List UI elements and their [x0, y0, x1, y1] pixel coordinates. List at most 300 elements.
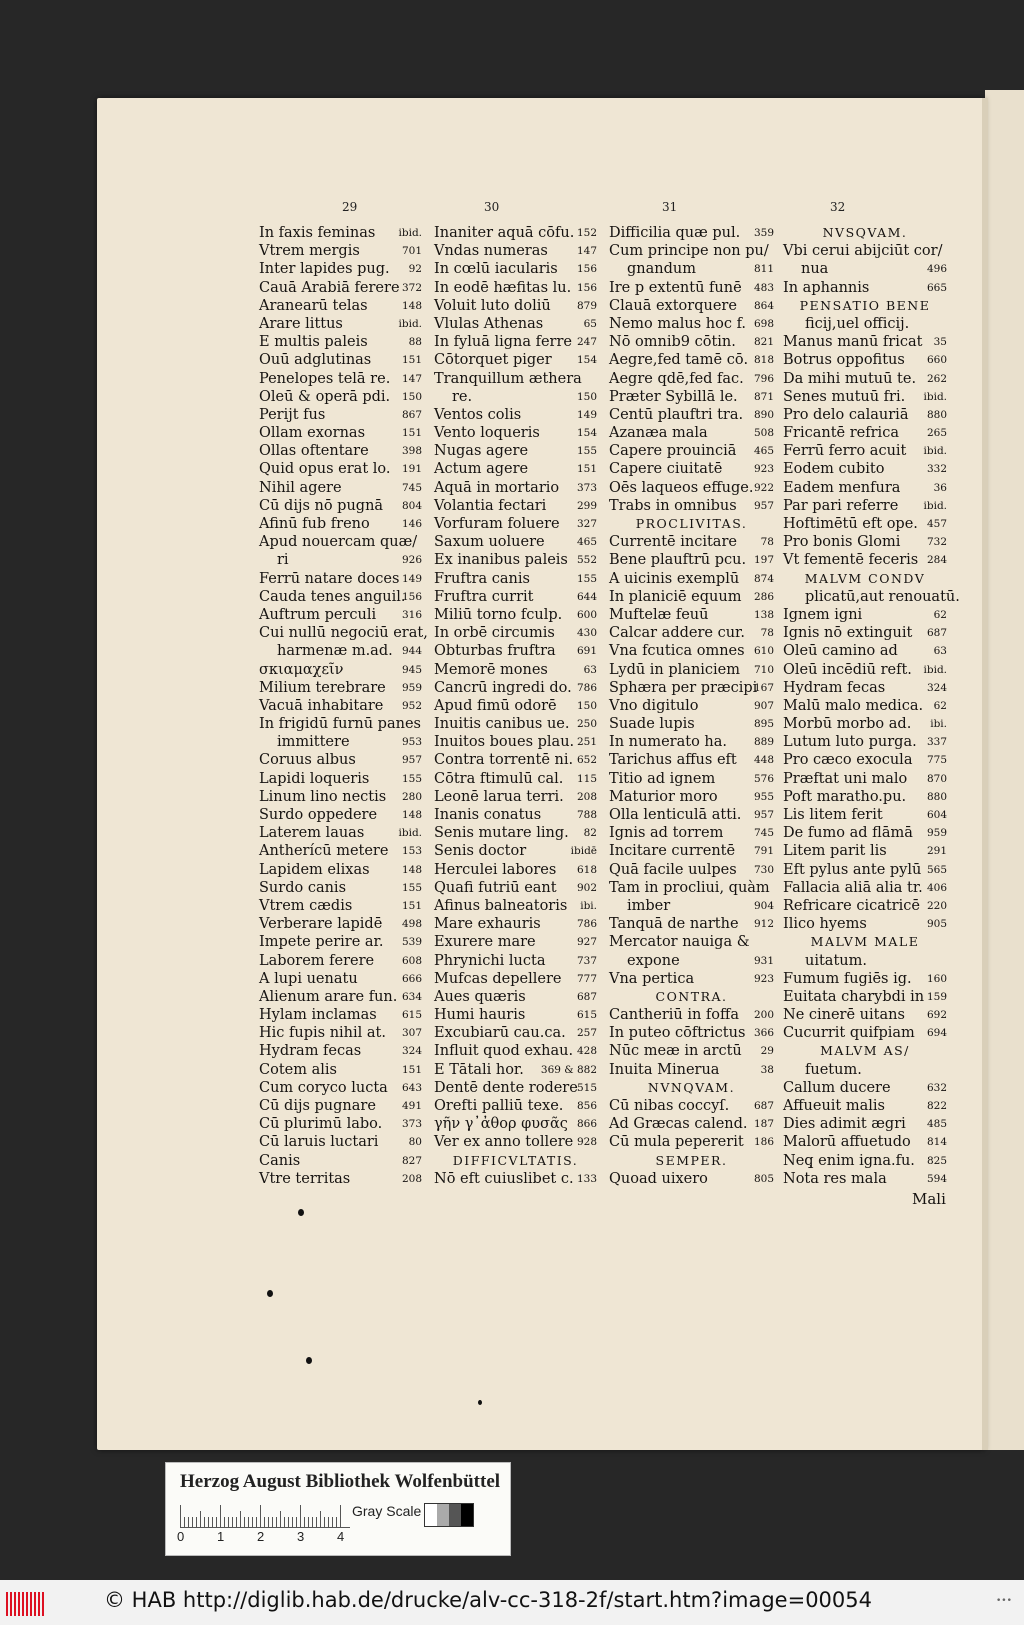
entry-page-ref: 692 [926, 1009, 947, 1022]
entry-text: Lapidem elixas [259, 861, 370, 878]
library-name: Herzog August Bibliothek Wolfenbüttel [180, 1471, 501, 1492]
entry-page-ref: 515 [576, 1081, 597, 1094]
index-entry [783, 751, 947, 769]
entry-page-ref: 634 [401, 990, 422, 1003]
entry-text: Nō eft cuiuslibet c. [434, 1170, 574, 1187]
entry-page-ref: 737 [576, 954, 597, 967]
index-entry [783, 1133, 947, 1151]
entry-text: Surdo oppedere [259, 807, 378, 823]
entry-text: Linum lino nectis [259, 788, 387, 805]
entry-page-ref: 694 [926, 1027, 947, 1040]
index-entry [783, 260, 947, 278]
index-entry [434, 1006, 597, 1024]
index-entry [259, 624, 428, 642]
index-entry [259, 515, 422, 533]
ruler-tick [240, 1511, 241, 1527]
index-entry [434, 933, 597, 951]
entry-page-ref: 155 [401, 881, 422, 894]
ruler-tick [268, 1517, 269, 1527]
entry-text: Lapidi loqueris [259, 770, 370, 787]
entry-page-ref: 953 [401, 736, 422, 749]
index-entry [783, 770, 947, 788]
index-entry [609, 497, 774, 515]
entry-page-ref: 156 [401, 590, 422, 603]
index-entry [259, 1097, 422, 1115]
entry-text: Aegre qdē,fed fac. [609, 370, 744, 387]
entry-text: Leonē larua terri. [434, 788, 564, 805]
index-entry [609, 624, 774, 642]
entry-page-ref: 615 [401, 1009, 422, 1022]
index-entry [609, 606, 774, 624]
entry-page-ref: 191 [401, 463, 422, 476]
index-entry [783, 661, 947, 679]
entry-page-ref: 465 [576, 536, 597, 549]
entry-text: Poft maratho.pu. [783, 788, 907, 805]
entry-page-ref: ibid. [398, 227, 422, 239]
footer-url[interactable]: © HAB http://diglib.hab.de/drucke/alv-cc-318-2f/start.htm?image=00054 [104, 1588, 872, 1612]
index-entry [259, 351, 422, 369]
entry-page-ref: 604 [926, 809, 947, 821]
entry-text: A lupi uenatu [259, 970, 358, 987]
entry-text: Fruftra currit [434, 588, 534, 605]
entry-page-ref: 498 [401, 918, 422, 931]
entry-text: Nota res mala [783, 1170, 887, 1187]
section-heading [434, 1152, 597, 1170]
ink-spot [298, 1209, 304, 1216]
index-entry [609, 424, 774, 442]
entry-page-ref: 430 [576, 627, 597, 640]
entry-text: Exurere mare [434, 934, 536, 951]
entry-text: Lydū in planiciem [609, 661, 741, 678]
entry-page-ref: 187 [753, 1118, 774, 1131]
entry-text: Vna pertica [609, 970, 695, 987]
index-entry [259, 933, 422, 951]
index-column-2 [434, 224, 597, 1188]
entry-text: Vacuā inhabitare [259, 697, 384, 714]
entry-page-ref: 63 [933, 645, 947, 658]
entry-text: Nemo malus hoc f. [609, 315, 747, 332]
index-entry [609, 1133, 774, 1151]
entry-text: Cōtorquet piger [434, 352, 552, 369]
entry-text: Afinū fub freno [259, 516, 370, 532]
index-entry [434, 842, 597, 860]
index-entry [609, 388, 774, 406]
entry-text: Litem parit lis [783, 843, 887, 860]
index-entry [783, 370, 947, 388]
index-entry [783, 642, 947, 660]
entry-page-ref: 148 [401, 809, 422, 821]
ruler-tick [228, 1517, 229, 1527]
entry-text: Nihil agere [259, 479, 342, 496]
index-entry [259, 806, 422, 824]
index-entry [783, 952, 947, 970]
entry-text: MALVM CONDV [804, 570, 926, 586]
entry-text: Cū dijs nō pugnā [259, 497, 384, 514]
entry-page-ref: 251 [576, 736, 597, 749]
entry-page-ref: 428 [576, 1045, 597, 1058]
entry-page-ref: 710 [753, 663, 774, 676]
entry-text: A uicinis exemplū [609, 570, 740, 587]
entry-text: Suade lupis [609, 716, 695, 733]
entry-page-ref: 115 [576, 772, 597, 785]
index-entry [783, 861, 947, 879]
entry-page-ref: 159 [926, 990, 947, 1003]
entry-text: Impete perire ar. [259, 934, 384, 951]
entry-page-ref: 608 [401, 954, 422, 967]
entry-page-ref: 870 [926, 772, 947, 785]
entry-page-ref: 78 [760, 536, 774, 549]
index-entry [434, 624, 597, 642]
entry-page-ref: 82 [583, 827, 597, 840]
ruler-tick [280, 1511, 281, 1527]
ruler-tick [204, 1517, 205, 1527]
entry-page-ref: 652 [576, 754, 597, 767]
entry-text: Tam in procliui, quàm [609, 879, 770, 896]
index-entry [783, 533, 947, 551]
entry-page-ref: 307 [401, 1027, 422, 1040]
entry-text: MALVM MALE [810, 934, 920, 950]
entry-text: Quoad uixero [609, 1170, 708, 1187]
entry-text: Aranearū telas [259, 297, 368, 314]
section-heading [609, 1152, 774, 1170]
index-entry [434, 370, 597, 388]
entry-text: Cū mula pepererit [609, 1134, 744, 1151]
index-entry [434, 642, 597, 660]
index-entry [783, 351, 947, 369]
index-entry [434, 1061, 597, 1079]
entry-page-ref: 327 [576, 518, 597, 530]
entry-text: Dies adimit ægri [783, 1116, 906, 1133]
entry-text: SEMPER. [655, 1152, 728, 1168]
entry-page-ref: 866 [576, 1118, 597, 1131]
entry-text: Hic fupis nihil at. [259, 1025, 386, 1042]
index-entry [609, 697, 774, 715]
entry-text: Hydram fecas [259, 1043, 362, 1060]
index-entry [259, 697, 422, 715]
index-entry [259, 1152, 422, 1170]
entry-text: Laborem ferere [259, 952, 375, 969]
entry-text: Neq̧ enim igna.fu. [783, 1152, 915, 1169]
index-column-1 [259, 224, 428, 1188]
entry-text: Afinus balneatoris [434, 897, 568, 914]
entry-text: Vno digitulo [609, 697, 699, 714]
index-entry [259, 1024, 422, 1042]
index-entry [783, 715, 947, 733]
entry-page-ref: 632 [926, 1081, 947, 1094]
entry-page-ref: 337 [926, 736, 947, 749]
entry-text: ficij,uel officij. [805, 315, 910, 332]
entry-text: Voluit luto doliū [434, 297, 551, 314]
entry-text: Trabs in omnibus [609, 497, 737, 514]
index-entry [609, 1097, 774, 1115]
index-entry [259, 533, 422, 551]
entry-text: PROCLIVITAS. [635, 516, 748, 531]
entry-text: In cœlū iacularis [434, 261, 558, 278]
entry-page-ref: 959 [401, 681, 422, 694]
index-entry [783, 624, 947, 642]
index-entry [259, 642, 422, 660]
entry-page-ref: 644 [576, 590, 597, 603]
index-entry [783, 970, 947, 988]
entry-page-ref: 600 [576, 608, 597, 621]
entry-page-ref: 957 [753, 499, 774, 512]
entry-text: In aphannis [783, 279, 870, 296]
entry-text: In frigidū furnū panes [259, 716, 421, 733]
entry-text: Cum coryco lucta [259, 1079, 388, 1096]
entry-text: expone [627, 952, 680, 969]
entry-page-ref: 155 [576, 572, 597, 585]
ruler-number: 1 [217, 1529, 225, 1544]
entry-text: Cauda tenes anguil. [259, 588, 406, 605]
next-page-edge [985, 90, 1024, 1450]
entry-page-ref: 818 [753, 354, 774, 367]
index-entry [783, 315, 947, 333]
index-entry [434, 1024, 597, 1042]
index-entry [259, 242, 422, 260]
index-entry [259, 897, 422, 915]
entry-text: Oleū camino ad [783, 643, 898, 660]
index-entry [434, 333, 597, 351]
entry-text: Apud nouercam quæ/ [259, 534, 418, 551]
entry-page-ref: 959 [926, 827, 947, 840]
entry-text: Titio ad ignem [609, 770, 716, 787]
entry-text: Lutum luto purga. [783, 734, 917, 751]
entry-page-ref: 565 [926, 863, 947, 876]
index-entry [609, 952, 774, 970]
entry-text: Inaniter aquā cōfu. [434, 225, 575, 241]
entry-text: Vento loqueris [434, 425, 540, 442]
ruler-tick [212, 1517, 213, 1527]
entry-text: Ex inanibus paleis [434, 552, 568, 569]
entry-page-ref: 220 [926, 899, 947, 912]
ruler-tick [232, 1517, 233, 1527]
entry-text: E Tātali hor. [434, 1061, 524, 1078]
index-entry [434, 297, 597, 315]
entry-page-ref: 156 [576, 263, 597, 276]
entry-text: Ollam exornas [259, 425, 366, 442]
entry-page-ref: 148 [401, 863, 422, 876]
entry-text: In fyluā ligna ferre [434, 334, 573, 351]
entry-text: Herculei labores [434, 861, 557, 878]
entry-page-ref: 151 [401, 427, 422, 440]
index-entry [609, 297, 774, 315]
entry-text: Perijt fus [259, 406, 326, 423]
index-entry [259, 497, 422, 515]
entry-page-ref: 257 [576, 1027, 597, 1040]
entry-text: Cauā Arabiā ferere [259, 279, 400, 296]
page-number-31: 31 [662, 200, 678, 214]
entry-text: Refricare cicatricē [783, 897, 920, 914]
entry-text: gnandum [627, 261, 696, 278]
entry-page-ref: 186 [753, 1136, 774, 1149]
index-entry [434, 242, 597, 260]
index-entry [259, 1061, 422, 1079]
index-entry [434, 661, 597, 679]
entry-page-ref: 160 [926, 972, 947, 985]
index-entry [259, 279, 422, 297]
entry-text: Ilico hyems [783, 916, 867, 933]
index-column-4 [783, 224, 960, 1188]
entry-page-ref: 698 [753, 317, 774, 330]
index-entry [434, 715, 597, 733]
entry-page-ref: 687 [926, 627, 947, 640]
entry-text: Laterem lauas [259, 825, 365, 842]
entry-page-ref: 821 [753, 336, 774, 349]
index-entry [783, 988, 947, 1006]
entry-page-ref: 448 [753, 754, 774, 767]
entry-text: Nō omnib9 cōtin. [609, 334, 736, 351]
index-entry [783, 824, 947, 842]
entry-page-ref: 291 [926, 845, 947, 858]
entry-text: Cū plurimū labo. [259, 1116, 383, 1133]
entry-text: Oleū incēdiū reft. [783, 661, 912, 678]
entry-page-ref: 491 [401, 1100, 422, 1112]
entry-text: Euitata charybdi in [783, 988, 925, 1005]
index-entry [609, 588, 774, 606]
index-entry [259, 733, 422, 751]
entry-page-ref: 80 [408, 1136, 422, 1149]
entry-page-ref: 944 [401, 645, 422, 658]
index-entry [609, 1170, 774, 1188]
index-entry [609, 679, 774, 697]
entry-page-ref: 65 [583, 317, 597, 330]
index-entry [609, 479, 774, 497]
index-entry [434, 879, 597, 897]
entry-text: Affueuit malis [783, 1098, 885, 1114]
entry-text: Fricantē refrica [783, 425, 899, 442]
section-heading [609, 988, 774, 1006]
entry-text: Tarichus affus eft [609, 752, 737, 769]
entry-page-ref: 775 [926, 754, 947, 767]
entry-text: Ad Græcas calend. [609, 1116, 748, 1133]
entry-text: In planiciē equum [609, 588, 742, 605]
entry-page-ref: 155 [401, 772, 422, 785]
entry-page-ref: 730 [753, 863, 774, 876]
entry-page-ref: 299 [576, 499, 597, 512]
index-entry [259, 788, 422, 806]
entry-text: Contra torrentē ni. [434, 752, 574, 769]
index-entry [434, 697, 597, 715]
index-entry [259, 1006, 422, 1024]
index-entry [783, 388, 947, 406]
gray-scale-label: Gray Scale [352, 1503, 422, 1519]
entry-page-ref: 745 [753, 827, 774, 840]
entry-text: Currentē incitare [609, 534, 737, 551]
entry-text: Aquā in mortario [434, 479, 560, 496]
entry-text: Aegre,fed tamē cō. [609, 352, 749, 369]
index-entry [783, 1061, 947, 1079]
entry-text: Eft pylus ante pylū [783, 861, 922, 878]
entry-text: harmenæ m.ad. [277, 643, 393, 660]
entry-page-ref: 286 [753, 590, 774, 603]
page-number-29: 29 [342, 200, 358, 214]
entry-page-ref: 827 [401, 1154, 422, 1167]
entry-text: Antherícū metere [259, 843, 389, 860]
index-entry [259, 588, 422, 606]
index-entry [609, 642, 774, 660]
entry-page-ref: 200 [753, 1009, 774, 1022]
index-entry [434, 751, 597, 769]
entry-page-ref: 62 [933, 608, 947, 621]
ruler-tick [188, 1517, 189, 1527]
index-entry [609, 260, 774, 278]
entry-text: Surdo canis [259, 879, 347, 896]
entry-page-ref: 372 [401, 281, 422, 294]
entry-page-ref: 148 [401, 299, 422, 312]
entry-page-ref: ibi. [930, 718, 947, 731]
entry-text: E multis paleis [259, 334, 368, 351]
ruler-tick [336, 1517, 337, 1527]
index-entry [609, 351, 774, 369]
entry-text: fuetum. [805, 1061, 862, 1078]
entry-page-ref: 864 [753, 299, 774, 312]
entry-text: Da mihi mutuū te. [783, 370, 917, 387]
index-entry [434, 460, 597, 478]
entry-text: Mufcas depellere [434, 970, 562, 987]
entry-page-ref: 154 [576, 427, 597, 440]
entry-page-ref: 35 [933, 336, 947, 349]
entry-text: Vtre territas [259, 1170, 351, 1187]
entry-page-ref: 62 [933, 699, 947, 712]
index-entry [259, 1079, 422, 1097]
index-entry [434, 806, 597, 824]
ruler-tick [324, 1517, 325, 1527]
ruler-tick [208, 1517, 209, 1527]
index-entry [609, 570, 774, 588]
entry-text: NVNQVAM. [647, 1079, 736, 1095]
index-entry [434, 533, 597, 551]
index-entry [783, 1079, 947, 1097]
index-entry [434, 1042, 597, 1060]
index-entry [259, 1042, 422, 1060]
entry-page-ref: 146 [401, 518, 422, 530]
index-entry [609, 806, 774, 824]
entry-page-ref: 867 [401, 408, 422, 421]
entry-text: Apud fimū odorē [434, 697, 557, 714]
index-entry [259, 333, 422, 351]
index-entry [783, 1097, 947, 1115]
index-entry [259, 1115, 422, 1133]
index-entry [783, 1170, 947, 1188]
index-entry [609, 879, 774, 897]
index-entry [259, 842, 422, 860]
section-heading [609, 515, 774, 533]
entry-page-ref: ibid. [923, 445, 947, 458]
index-entry [609, 551, 774, 569]
index-entry [434, 588, 597, 606]
index-entry [609, 442, 774, 460]
ruler-tick [200, 1511, 201, 1527]
entry-page-ref: 457 [926, 518, 947, 530]
ruler-tick [304, 1517, 305, 1527]
entry-page-ref: 149 [401, 572, 422, 585]
entry-text: Cui nullū negociū erat, [259, 625, 428, 642]
entry-page-ref: 539 [401, 936, 422, 949]
index-entry [259, 551, 422, 569]
index-entry [259, 824, 422, 842]
entry-text: Coruus albus [259, 752, 356, 769]
entry-page-ref: 324 [401, 1045, 422, 1058]
entry-page-ref: 811 [753, 263, 774, 276]
entry-text: Malorū affuetudo [783, 1134, 911, 1151]
index-entry [783, 1006, 947, 1024]
ruler-tick [260, 1505, 261, 1527]
entry-text: Inuitos boues plau. [434, 734, 575, 751]
entry-page-ref: 250 [576, 718, 597, 731]
index-entry [259, 879, 422, 897]
page-number-32: 32 [830, 200, 846, 214]
entry-page-ref: 92 [408, 263, 422, 276]
